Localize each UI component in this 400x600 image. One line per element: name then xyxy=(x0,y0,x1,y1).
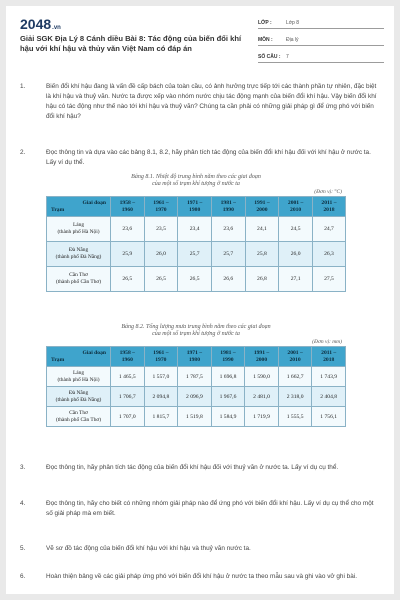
value-cell: 1 696,8 xyxy=(211,367,245,387)
value-cell: 1 815,7 xyxy=(144,407,178,427)
table-header-row xyxy=(47,347,346,367)
meta-row-count xyxy=(258,48,384,63)
corner-bottom: Trạm xyxy=(51,206,65,213)
table-unit: (Đơn vị: mm) xyxy=(312,339,342,345)
site-logo[interactable] xyxy=(20,16,61,32)
corner-top: Giai đoạn xyxy=(82,349,106,356)
question-text: Đọc thông tin, hãy phân tích tác động của biến đổi khí hậu đối với thuỷ văn ở nước ta. Lấy ví dụ cụ thể. xyxy=(46,464,339,471)
value-cell: 26,5 xyxy=(178,267,212,292)
question-text: Biến đổi khí hậu đang là vấn đề cấp bách của toàn cầu, có ảnh hưởng trực tiếp tới các thành phần tự nhiên, đặc biệt là khí hậu và thuỷ văn. Nước ta được xếp vào nhóm nước chịu tác động mạnh của biến đổi khí hậu. Vậy biến đổi khí hậu có tác động như thế nào tới khí hậu và thuỷ văn? Chúng ta cần phải có những giải pháp gì để ứng phó với biến đổi khí hậu? xyxy=(46,83,377,120)
value-cell: 1 557,0 xyxy=(144,367,178,387)
caption-line: của một số trạm khí tượng ở nước ta xyxy=(152,181,240,187)
value-cell: 25,9 xyxy=(111,242,145,267)
value-cell: 1 756,1 xyxy=(312,407,346,427)
meta-value: Lớp 8 xyxy=(286,20,300,26)
value-cell: 26,8 xyxy=(245,267,279,292)
question-text: Đọc thông tin và dựa vào các bảng 8.1, 8.2, hãy phân tích tác động của biến đổi khí hậu đối với khí hậu ở nước ta. Lấy ví dụ thể. xyxy=(46,149,371,166)
value-cell: 1 519,8 xyxy=(178,407,212,427)
value-cell: 23,4 xyxy=(178,217,212,242)
value-cell: 24,1 xyxy=(245,217,279,242)
station-cell: Láng (thành phố Hà Nội) xyxy=(47,217,111,242)
question-number: 5. xyxy=(20,545,26,552)
period-header: 1991 – 2000 xyxy=(245,197,279,217)
meta-value: 7 xyxy=(286,54,289,60)
question-text: Hoàn thiện bảng về các giải pháp ứng phó với biến đổi khí hậu ở nước ta theo mẫu sau và ghi vào vở ghi bài. xyxy=(46,573,357,580)
station-cell: Đà Nẵng (thành phố Đà Nẵng) xyxy=(47,387,111,407)
meta-row-subject xyxy=(258,31,384,46)
question-number: 2. xyxy=(20,149,26,156)
value-cell: 2 404,8 xyxy=(312,387,346,407)
period-header: 1961 – 1970 xyxy=(144,197,178,217)
table-8-1-figure xyxy=(46,174,346,292)
value-cell: 1 584,9 xyxy=(211,407,245,427)
value-cell: 25,7 xyxy=(211,242,245,267)
value-cell: 23,6 xyxy=(111,217,145,242)
period-header: 1971 – 1980 xyxy=(178,347,212,367)
value-cell: 2 096,9 xyxy=(178,387,212,407)
meta-value: Địa lý xyxy=(286,37,299,43)
value-cell: 2 318,0 xyxy=(278,387,312,407)
period-header: 2011 – 2018 xyxy=(312,347,346,367)
period-header: 1991 – 2000 xyxy=(245,347,279,367)
value-cell: 27,5 xyxy=(312,267,345,292)
value-cell: 26,5 xyxy=(111,267,145,292)
period-header: 1971 – 1980 xyxy=(178,197,212,217)
question-number: 6. xyxy=(20,573,26,580)
question-text: Đọc thông tin, hãy cho biết có những nhóm giải pháp nào để ứng phó với biến đổi khí hậu. Lấy ví dụ cụ thể cho một số giải pháp mà em biết. xyxy=(46,500,374,517)
period-header: 1958 – 1960 xyxy=(111,347,145,367)
value-cell: 2 094,8 xyxy=(144,387,178,407)
header-corner xyxy=(47,347,111,367)
value-cell: 26,6 xyxy=(211,267,245,292)
period-header: 2011 – 2018 xyxy=(312,197,345,217)
caption-line: Bảng 8.1. Nhiệt độ trung bình năm theo các giai đoạn xyxy=(131,174,261,180)
table-row xyxy=(47,407,346,427)
value-cell: 1 662,7 xyxy=(278,367,312,387)
table-caption xyxy=(46,174,346,188)
value-cell: 25,7 xyxy=(178,242,212,267)
corner-bottom: Trạm xyxy=(51,356,65,363)
value-cell: 1 555,5 xyxy=(278,407,312,427)
question-number: 3. xyxy=(20,464,26,471)
station-cell: Láng (thành phố Hà Nội) xyxy=(47,367,111,387)
value-cell: 25,8 xyxy=(245,242,279,267)
value-cell: 1 719,9 xyxy=(245,407,279,427)
caption-line: Bảng 8.2. Tổng lượng mưa trung bình năm theo các giai đoạn xyxy=(121,324,271,330)
meta-label: SỐ CÂU : xyxy=(258,54,281,60)
logo-suffix: .vn xyxy=(52,25,61,31)
table-row xyxy=(47,217,346,242)
value-cell: 2 481,0 xyxy=(245,387,279,407)
value-cell: 1 967,6 xyxy=(211,387,245,407)
period-header: 1961 – 1970 xyxy=(144,347,178,367)
value-cell: 1 707,0 xyxy=(111,407,145,427)
table-row xyxy=(47,387,346,407)
temperature-table xyxy=(46,196,346,292)
header-corner xyxy=(47,197,111,217)
station-cell: Đà Nẵng (thành phố Đà Nẵng) xyxy=(47,242,111,267)
meta-label: MÔN : xyxy=(258,37,273,43)
table-8-2-figure xyxy=(46,324,346,427)
value-cell: 26,0 xyxy=(279,242,313,267)
period-header: 1981 – 1990 xyxy=(211,347,245,367)
value-cell: 27,1 xyxy=(279,267,313,292)
value-cell: 1 706,7 xyxy=(111,387,145,407)
value-cell: 1 787,5 xyxy=(178,367,212,387)
document-header xyxy=(6,6,394,62)
meta-label: LỚP : xyxy=(258,20,272,26)
period-header: 1958 – 1960 xyxy=(111,197,145,217)
table-unit: (Đơn vị: °C) xyxy=(314,189,342,195)
value-cell: 24,7 xyxy=(312,217,345,242)
rainfall-table xyxy=(46,346,346,427)
period-header: 1981 – 1990 xyxy=(211,197,245,217)
table-row xyxy=(47,267,346,292)
meta-row-class xyxy=(258,14,384,29)
table-caption xyxy=(46,324,346,338)
question-number: 1. xyxy=(20,83,26,90)
value-cell: 26,0 xyxy=(144,242,178,267)
station-cell: Cần Thơ (thành phố Cần Thơ) xyxy=(47,267,111,292)
value-cell: 1 743,9 xyxy=(312,367,346,387)
meta-info xyxy=(258,14,384,65)
corner-top: Giai đoạn xyxy=(82,199,106,206)
table-header-row xyxy=(47,197,346,217)
value-cell: 23,5 xyxy=(144,217,178,242)
value-cell: 26,3 xyxy=(312,242,345,267)
table-row xyxy=(47,242,346,267)
value-cell: 26,5 xyxy=(144,267,178,292)
question-number: 4. xyxy=(20,500,26,507)
logo-text: 2048 xyxy=(20,16,52,32)
value-cell: 23,6 xyxy=(211,217,245,242)
station-cell: Cần Thơ (thành phố Cần Thơ) xyxy=(47,407,111,427)
caption-line: của một số trạm khí tượng ở nước ta xyxy=(152,331,240,337)
page-title: Giải SGK Địa Lý 8 Cánh diều Bài 8: Tác động của biến đổi khí hậu với khí hậu và thủy văn Việt Nam có đáp án xyxy=(20,34,242,53)
question-text: Vẽ sơ đồ tác động của biến đổi khí hậu với khí hậu và thuỷ văn nước ta. xyxy=(46,545,251,552)
value-cell: 24,5 xyxy=(279,217,313,242)
value-cell: 1 465,5 xyxy=(111,367,145,387)
period-header: 2001 – 2010 xyxy=(279,197,313,217)
period-header: 2001 – 2010 xyxy=(278,347,312,367)
value-cell: 1 590,0 xyxy=(245,367,279,387)
document-page xyxy=(6,6,394,594)
table-row xyxy=(47,367,346,387)
